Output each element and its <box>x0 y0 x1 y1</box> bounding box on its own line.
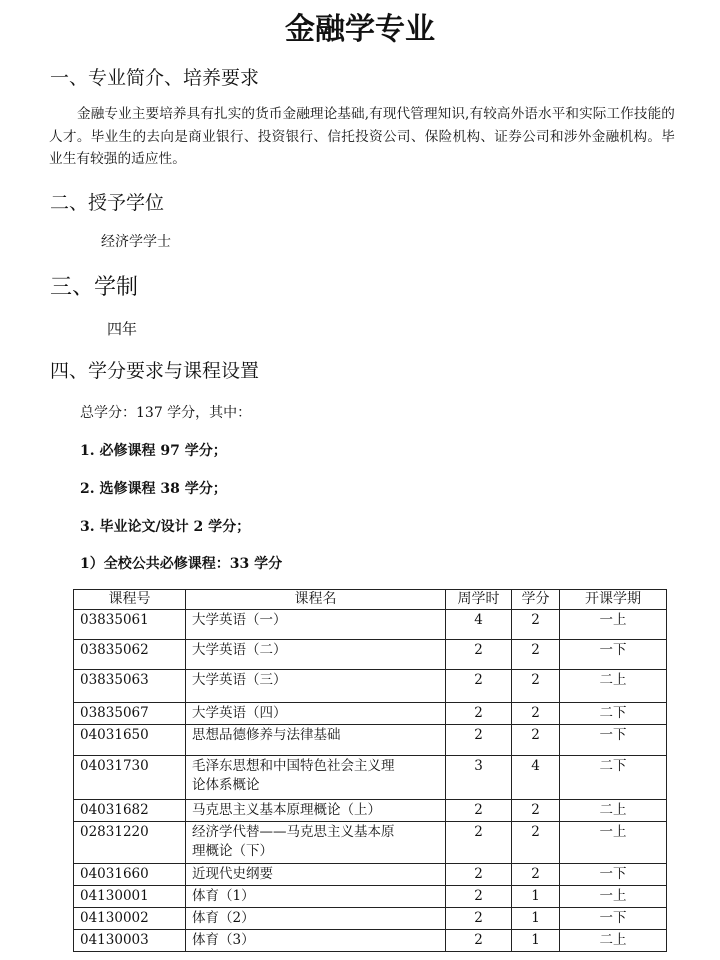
course-code: 03835062 <box>74 640 186 670</box>
weekly-hours: 2 <box>446 670 512 703</box>
course-code: 04031660 <box>74 864 186 886</box>
credits: 2 <box>512 610 560 640</box>
weekly-hours: 3 <box>446 756 512 800</box>
term: 一上 <box>560 886 667 908</box>
credits: 2 <box>512 864 560 886</box>
course-code: 03835061 <box>74 610 186 640</box>
weekly-hours: 2 <box>446 908 512 930</box>
credits: 1 <box>512 930 560 952</box>
course-name: 毛泽东思想和中国特色社会主义理 论体系概论 <box>186 756 446 800</box>
credits: 2 <box>512 640 560 670</box>
table-row <box>74 800 667 822</box>
course-name: 大学英语（二） <box>186 640 446 670</box>
term: 一下 <box>560 725 667 756</box>
term: 一下 <box>560 640 667 670</box>
credit-item-elective: 2. 选修课程 38 学分； <box>80 481 227 497</box>
public-required-subheading: 1）全校公共必修课程：33 学分 <box>80 556 283 572</box>
course-code: 03835063 <box>74 670 186 703</box>
course-name: 近现代史纲要 <box>186 864 446 886</box>
duration-text: 四年 <box>107 320 138 338</box>
table-row <box>74 908 667 930</box>
table-row <box>74 822 667 864</box>
course-name: 大学英语（四） <box>186 703 446 725</box>
header-name: 课程名 <box>186 590 446 610</box>
term: 一上 <box>560 610 667 640</box>
course-code: 04031650 <box>74 725 186 756</box>
section-heading-credits: 四、学分要求与课程设置 <box>50 360 260 382</box>
course-name: 体育（1） <box>186 886 446 908</box>
table-header-row <box>74 590 667 610</box>
term: 二上 <box>560 670 667 703</box>
course-table <box>73 589 667 952</box>
credits: 2 <box>512 800 560 822</box>
degree-text: 经济学学士 <box>101 234 171 250</box>
term: 二下 <box>560 756 667 800</box>
term: 二上 <box>560 800 667 822</box>
course-code: 04130002 <box>74 908 186 930</box>
table-row <box>74 886 667 908</box>
course-name: 体育（3） <box>186 930 446 952</box>
weekly-hours: 2 <box>446 703 512 725</box>
term: 一下 <box>560 908 667 930</box>
table-row <box>74 864 667 886</box>
term: 二上 <box>560 930 667 952</box>
course-name: 思想品德修养与法律基础 <box>186 725 446 756</box>
term: 一下 <box>560 864 667 886</box>
course-name: 马克思主义基本原理概论（上） <box>186 800 446 822</box>
table-row <box>74 930 667 952</box>
table-row <box>74 703 667 725</box>
table-row <box>74 670 667 703</box>
weekly-hours: 4 <box>446 610 512 640</box>
document-title: 金融学专业 <box>285 12 435 47</box>
credits: 1 <box>512 908 560 930</box>
section-heading-degree: 二、授予学位 <box>50 192 165 214</box>
table-row <box>74 640 667 670</box>
course-code: 03835067 <box>74 703 186 725</box>
total-credits-text: 总学分：137 学分，其中： <box>80 405 252 421</box>
weekly-hours: 2 <box>446 864 512 886</box>
course-code: 02831220 <box>74 822 186 864</box>
term: 一上 <box>560 822 667 864</box>
section-heading-duration: 三、学制 <box>50 275 139 300</box>
course-name: 体育（2） <box>186 908 446 930</box>
weekly-hours: 2 <box>446 822 512 864</box>
credits: 2 <box>512 725 560 756</box>
table-row <box>74 756 667 800</box>
credit-item-required: 1. 必修课程 97 学分； <box>80 443 227 459</box>
section-heading-intro: 一、专业简介、培养要求 <box>50 67 260 89</box>
table-row <box>74 725 667 756</box>
intro-paragraph: 金融专业主要培养具有扎实的货币金融理论基础,有现代管理知识,有较高外语水平和实际工作技能的人才。毕业生的去向是商业银行、投资银行、信托投资公司、保险机构、证券公司和涉外金融机构。毕业生有较强的适应性。 <box>49 106 675 167</box>
course-code: 04130001 <box>74 886 186 908</box>
weekly-hours: 2 <box>446 640 512 670</box>
header-code: 课程号 <box>74 590 186 610</box>
term: 二下 <box>560 703 667 725</box>
weekly-hours: 2 <box>446 930 512 952</box>
weekly-hours: 2 <box>446 886 512 908</box>
weekly-hours: 2 <box>446 725 512 756</box>
credits: 2 <box>512 703 560 725</box>
credit-item-thesis: 3. 毕业论文/设计 2 学分； <box>80 519 251 535</box>
table-row <box>74 610 667 640</box>
header-hours: 周学时 <box>446 590 512 610</box>
weekly-hours: 2 <box>446 800 512 822</box>
course-name: 大学英语（三） <box>186 670 446 703</box>
header-term: 开课学期 <box>560 590 667 610</box>
credits: 4 <box>512 756 560 800</box>
course-name: 大学英语（一） <box>186 610 446 640</box>
credits: 2 <box>512 822 560 864</box>
course-name: 经济学代替——马克思主义基本原 理概论（下） <box>186 822 446 864</box>
course-code: 04031730 <box>74 756 186 800</box>
credits: 1 <box>512 886 560 908</box>
course-code: 04130003 <box>74 930 186 952</box>
course-code: 04031682 <box>74 800 186 822</box>
credits: 2 <box>512 670 560 703</box>
header-credits: 学分 <box>512 590 560 610</box>
